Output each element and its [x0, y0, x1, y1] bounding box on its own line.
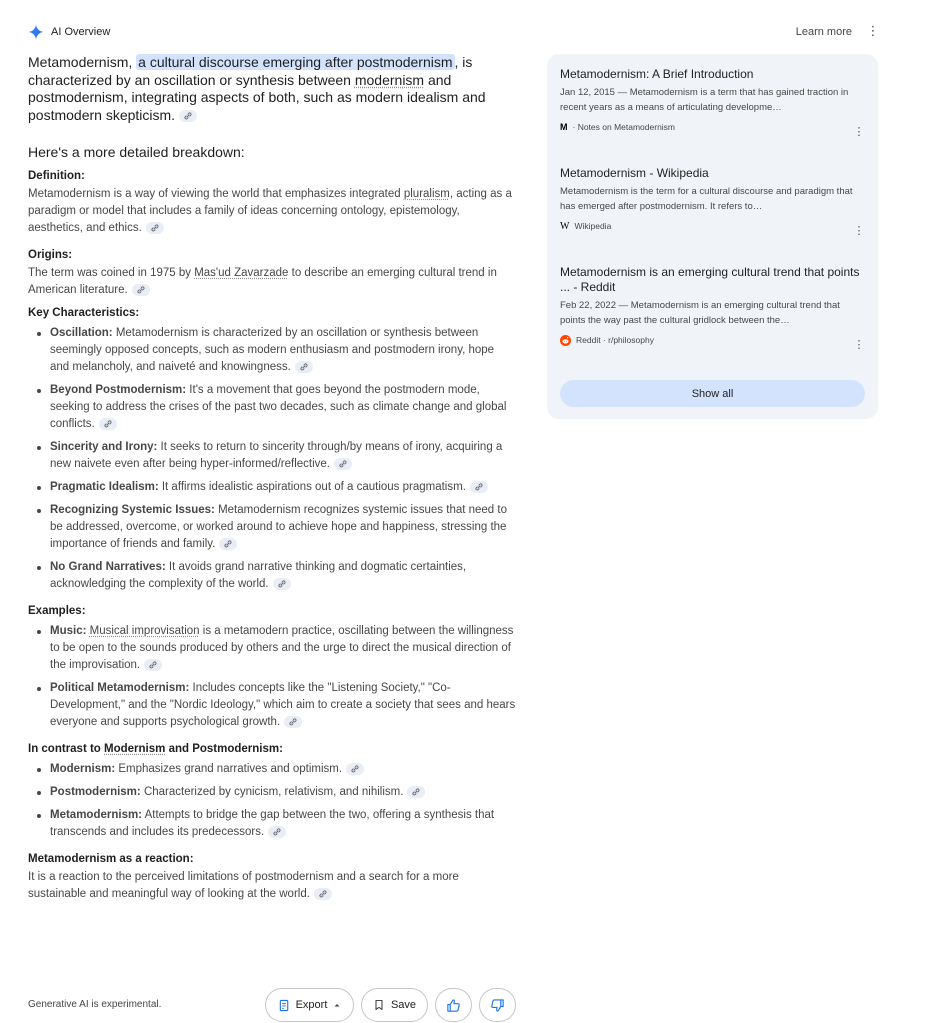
disclaimer-text: Generative AI is experimental. — [28, 999, 162, 1010]
citation-link-icon[interactable] — [99, 418, 117, 430]
list-item — [28, 680, 516, 731]
show-all-button[interactable]: Show all — [560, 380, 865, 407]
save-button[interactable] — [361, 988, 428, 1022]
list-item — [28, 761, 516, 778]
list-item — [28, 784, 516, 801]
heading-text: In contrast to — [28, 743, 105, 755]
item-text: It's a movement that goes beyond the postmodern mode, seeking to address the crises of the past two decades, such as climate change and global conflicts. — [50, 384, 507, 430]
ai-overview-title: AI Overview — [51, 26, 111, 38]
citation-link-icon[interactable] — [146, 222, 164, 234]
para-text: Metamodernism is a way of viewing the world that emphasizes integrated — [28, 188, 404, 200]
thumbs-down-icon — [490, 998, 505, 1013]
gemini-spark-icon — [28, 24, 44, 40]
citation-link-icon[interactable] — [179, 110, 197, 122]
export-label: Export — [295, 999, 328, 1011]
more-vert-icon[interactable]: ⋮ — [853, 339, 865, 351]
learn-more-link[interactable]: Learn more — [795, 26, 852, 38]
zavarzade-link[interactable]: Mas'ud Zavarzade — [194, 267, 289, 279]
key-characteristics-list — [28, 325, 516, 593]
examples-list — [28, 623, 516, 731]
reddit-logo-icon — [560, 335, 571, 346]
heading-text: and Postmodernism: — [165, 743, 283, 755]
modernism-link[interactable]: modernism — [354, 71, 425, 88]
source-snippet: Feb 22, 2022 — Metamodernism is an emerging cultural trend that points the way past the cultural gridlock between the… — [560, 300, 840, 326]
thumbs-down-button[interactable] — [479, 988, 516, 1022]
source-card-2[interactable] — [560, 166, 865, 237]
citation-link-icon[interactable] — [132, 284, 150, 296]
citation-link-icon[interactable] — [144, 659, 162, 671]
item-text: Attempts to bridge the gap between the two, offering a synthesis that transcends and includes its predecessors. — [50, 809, 495, 838]
wikipedia-logo-icon: W — [560, 220, 570, 232]
lead-highlight[interactable]: a cultural discourse emerging after postmodernism — [138, 54, 453, 70]
source-title[interactable]: Metamodernism - Wikipedia — [560, 166, 709, 180]
source-meta — [560, 220, 865, 232]
export-doc-icon — [278, 999, 291, 1012]
ai-overview-header — [28, 22, 880, 42]
source-site: · Notes on Metamodernism — [572, 122, 676, 132]
para-text: to describe an emerging cultural trend in American literature. — [28, 267, 497, 296]
lead-text: , is characterized by an oscillation or synthesis between — [28, 54, 473, 88]
examples-heading: Examples: — [28, 605, 86, 617]
para-text: The term was coined in 1975 by — [28, 267, 195, 279]
citation-link-icon[interactable] — [284, 716, 302, 728]
para-text: It is a reaction to the perceived limitations of postmodernism and a search for a more sustainable and meaningful way of looking at the world. — [28, 871, 459, 900]
citation-link-icon[interactable] — [295, 361, 313, 373]
origins-heading: Origins: — [28, 249, 73, 261]
overview-footer — [28, 986, 528, 1023]
bookmark-icon — [373, 999, 385, 1011]
source-title[interactable]: Metamodernism: A Brief Introduction — [560, 67, 754, 81]
more-vert-icon[interactable]: ⋮ — [853, 225, 865, 237]
item-term: No Grand Narratives: — [50, 561, 166, 573]
lead-text: and postmodernism, integrating aspects of both, such as modern idealism and postmodern skepticism. — [28, 71, 486, 123]
list-item — [28, 325, 516, 376]
definition-heading: Definition: — [28, 170, 85, 182]
item-text: Characterized by cynicism, relativism, and nihilism. — [140, 786, 404, 798]
citation-link-icon[interactable] — [334, 458, 352, 470]
citation-link-icon[interactable] — [273, 578, 291, 590]
item-term: Modernism: — [50, 763, 116, 775]
item-text: Metamodernism recognizes systemic issues that need to be addressed, overcome, or worked around to achieve hope and happiness, stressing the importance of friends and family. — [50, 504, 507, 550]
source-card-1[interactable] — [560, 67, 865, 138]
item-text: It affirms idealistic aspirations out of a cautious pragmatism. — [158, 481, 466, 493]
item-text: Emphasizes grand narratives and optimism. — [115, 763, 343, 775]
source-site: Wikipedia — [574, 221, 612, 231]
export-button[interactable] — [265, 988, 354, 1022]
item-term: Recognizing Systemic Issues: — [50, 504, 215, 516]
citation-link-icon[interactable] — [268, 826, 286, 838]
list-item — [28, 623, 516, 674]
overview-body — [28, 54, 516, 903]
citation-link-icon[interactable] — [219, 538, 237, 550]
source-meta — [560, 121, 865, 133]
thumbs-up-icon — [446, 998, 461, 1013]
save-label: Save — [390, 999, 417, 1011]
item-term: Postmodernism: — [50, 786, 141, 798]
item-term: Music: — [50, 625, 87, 637]
thumbs-up-button[interactable] — [435, 988, 472, 1022]
pluralism-link[interactable]: pluralism — [403, 188, 450, 200]
item-term: Beyond Postmodernism: — [50, 384, 187, 396]
citation-link-icon[interactable] — [407, 786, 425, 798]
sources-panel — [547, 54, 878, 419]
musical-improvisation-link[interactable]: Musical improvisation — [89, 625, 200, 637]
list-item — [28, 807, 516, 841]
item-text: Includes concepts like the "Listening Society," "Co-Development," and the "Nordic Ideology," which aim to create a society that sees and hears everyone and supports psychological growth. — [50, 682, 516, 728]
item-text: It avoids grand narrative thinking and dogmatic certainties, acknowledging the complexity of the world. — [50, 561, 467, 590]
list-item — [28, 502, 516, 553]
item-term: Pragmatic Idealism: — [50, 481, 159, 493]
item-term: Sincerity and Irony: — [50, 441, 158, 453]
lead-text: Metamodernism, — [28, 54, 137, 70]
source-meta — [560, 334, 865, 346]
item-text: It seeks to return to sincerity through/by means of irony, acquiring a new naivete even after being hyper-informed/reflective. — [50, 441, 503, 470]
more-vert-icon[interactable]: ⋮ — [853, 126, 865, 138]
contrast-heading — [28, 743, 516, 755]
item-text: is a metamodern practice, oscillating between the willingness to be open to the sounds produced by others and the urge to direct the musical direction of the improvisation. — [50, 625, 514, 671]
item-term: Metamodernism: — [50, 809, 143, 821]
source-site: Reddit · r/philosophy — [576, 335, 654, 345]
source-snippet: Jan 12, 2015 — Metamodernism is a term that has gained traction in recent years as a means of articulating developme… — [560, 87, 849, 113]
source-snippet: Metamodernism is the term for a cultural discourse and paradigm that has emerged after postmodernism. It refers to… — [560, 186, 853, 212]
list-item — [28, 479, 516, 496]
caret-up-icon — [333, 1001, 341, 1009]
list-item — [28, 559, 516, 593]
citation-link-icon[interactable] — [346, 763, 364, 775]
list-item — [28, 439, 516, 473]
breakdown-heading: Here's a more detailed breakdown: — [28, 144, 245, 160]
para-text: , acting as a paradigm or model that includes a family of ideas concerning ontology, epistemology, aesthetics, and ethics. — [28, 188, 512, 234]
key-characteristics-heading: Key Characteristics: — [28, 307, 140, 319]
overview-lead — [28, 54, 516, 124]
medium-logo-icon: M — [560, 122, 568, 132]
source-title[interactable]: Metamodernism is an emerging cultural trend that points ... - Reddit — [560, 265, 860, 294]
origins-text — [28, 265, 516, 299]
item-term: Oscillation: — [50, 327, 113, 339]
more-vert-icon[interactable]: ⋮ — [866, 23, 880, 38]
item-term: Political Metamodernism: — [50, 682, 190, 694]
citation-link-icon[interactable] — [314, 888, 332, 900]
definition-text — [28, 186, 516, 237]
list-item — [28, 382, 516, 433]
item-text: Metamodernism is characterized by an oscillation or synthesis between seemingly opposed concepts, such as modern enthusiasm and postmodern irony, hope and melancholy, and naiveté and knowingness. — [50, 327, 495, 373]
reaction-heading: Metamodernism as a reaction: — [28, 853, 194, 865]
citation-link-icon[interactable] — [470, 481, 488, 493]
reaction-text — [28, 869, 516, 903]
source-card-3[interactable] — [560, 265, 865, 351]
contrast-list — [28, 761, 516, 841]
modernism-heading-link[interactable]: Modernism — [104, 743, 166, 755]
